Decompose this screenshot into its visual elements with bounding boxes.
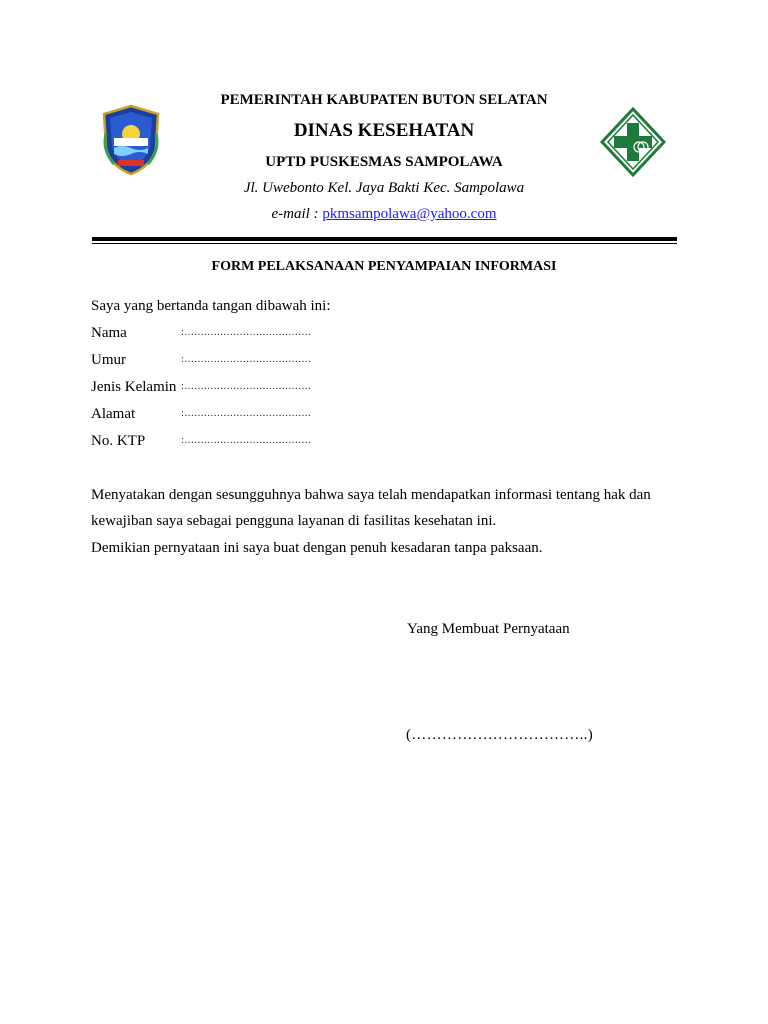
field-label: Umur xyxy=(91,352,126,368)
statement-line-2: kewajiban saya sebagai pengguna layanan di fasilitas kesehatan ini. xyxy=(91,513,497,529)
signature-blank[interactable]: (……………………………..) xyxy=(406,727,593,743)
field-alamat xyxy=(91,406,312,423)
email-link[interactable]: pkmsampolawa@yahoo.com xyxy=(322,206,497,222)
header-divider-thick xyxy=(92,237,677,241)
field-umur xyxy=(91,352,312,369)
signature-title: Yang Membuat Pernyataan xyxy=(407,621,570,637)
field-label: Nama xyxy=(91,325,127,341)
statement-line-3: Demikian pernyataan ini saya buat dengan penuh kesadaran tanpa paksaan. xyxy=(91,540,543,556)
department-name: DINAS KESEHATAN xyxy=(293,120,475,141)
field-blank[interactable]: :....................................... xyxy=(181,380,312,392)
email-label: e-mail : xyxy=(271,206,319,222)
unit-name: UPTD PUSKESMAS SAMPOLAWA xyxy=(265,154,503,170)
field-blank[interactable]: :....................................... xyxy=(181,326,312,338)
field-label: Alamat xyxy=(91,406,136,422)
statement-line-1: Menyatakan dengan sesungguhnya bahwa saya telah mendapatkan informasi tentang hak dan xyxy=(91,487,651,503)
email-row xyxy=(0,206,768,223)
field-blank[interactable]: :....................................... xyxy=(181,434,312,446)
form-title: FORM PELAKSANAAN PENYAMPAIAN INFORMASI xyxy=(211,259,557,274)
field-label: No. KTP xyxy=(91,433,146,449)
intro-text: Saya yang bertanda tangan dibawah ini: xyxy=(91,298,331,314)
field-blank[interactable]: :....................................... xyxy=(181,353,312,365)
field-nama xyxy=(91,325,312,342)
field-label: Jenis Kelamin xyxy=(91,379,177,395)
header-divider-thin xyxy=(92,243,677,244)
address: Jl. Uwebonto Kel. Jaya Bakti Kec. Sampolawa xyxy=(243,180,525,196)
field-no-ktp xyxy=(91,433,312,450)
field-blank[interactable]: :....................................... xyxy=(181,407,312,419)
field-jenis-kelamin xyxy=(91,379,312,396)
government-name: PEMERINTAH KABUPATEN BUTON SELATAN xyxy=(220,92,548,108)
